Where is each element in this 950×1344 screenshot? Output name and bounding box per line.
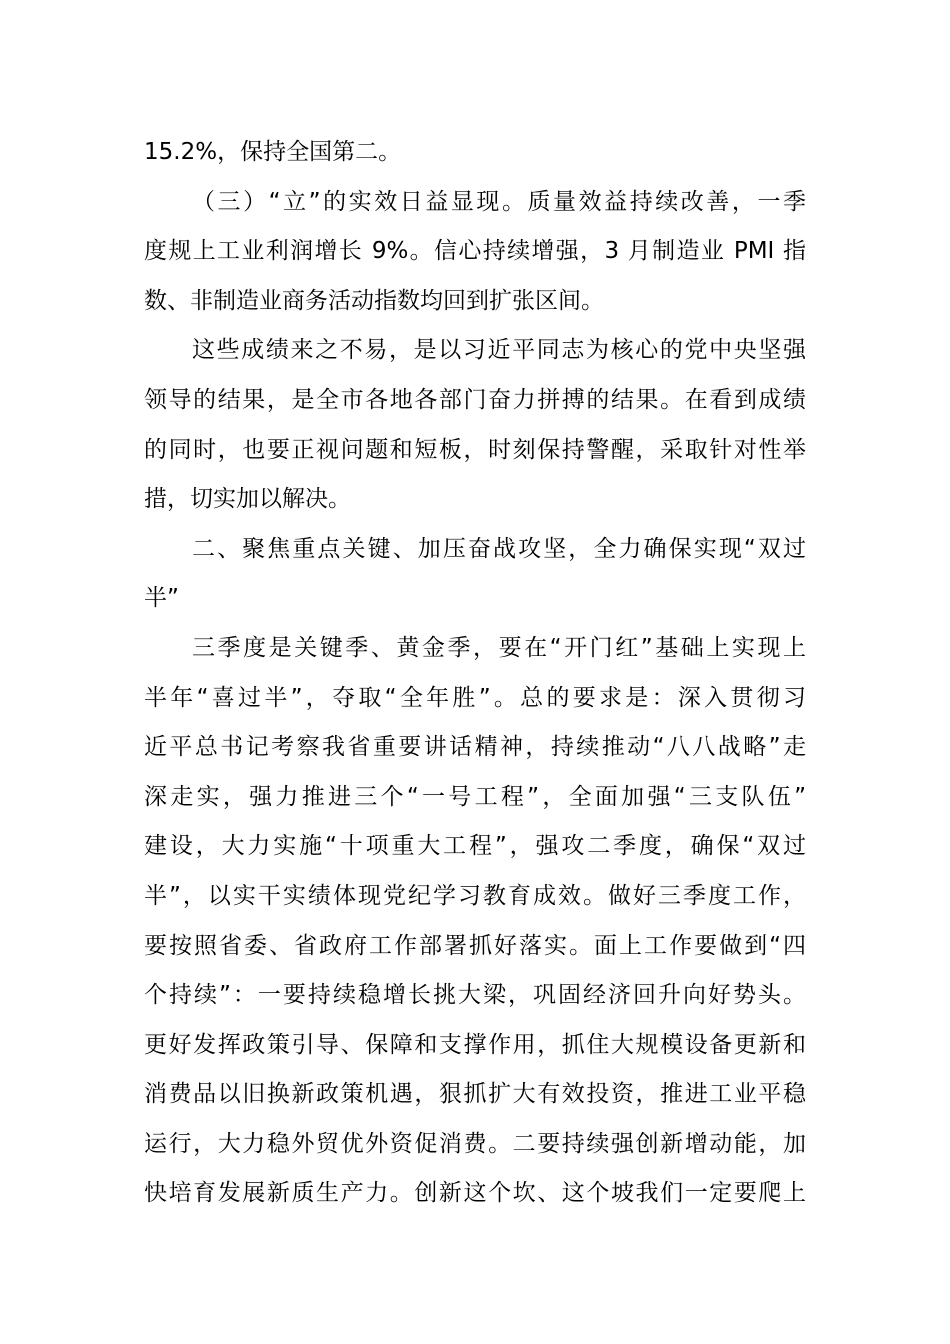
- text-line: 个持续”：一要持续稳增长挑大梁，巩固经济回升向好势头。: [144, 982, 806, 1009]
- text-line: 措，切实加以解决。: [144, 486, 351, 513]
- text-line: 消费品以旧换新政策机遇，狠抓扩大有效投资，推进工业平稳: [144, 1081, 806, 1108]
- paragraph-5: [144, 624, 806, 1219]
- text-line: 要按照省委、省政府工作部署抓好落实。面上工作要做到“四: [144, 932, 806, 959]
- text-line: 这些成绩来之不易，是以习近平同志为核心的党中央坚强: [192, 337, 806, 364]
- text-line: 数、非制造业商务活动指数均回到扩张区间。: [144, 287, 604, 314]
- text-line: 更好发挥政策引导、保障和支撑作用，抓住大规模设备更新和: [144, 1031, 806, 1058]
- text-line: 快培育发展新质生产力。创新这个坎、这个坡我们一定要爬上: [144, 1180, 806, 1207]
- text-line: 半年“喜过半”，夺取“全年胜”。总的要求是：深入贯彻习: [144, 684, 806, 711]
- paragraph-2: [144, 178, 806, 327]
- text-line: 领导的结果，是全市各地各部门奋力拼搏的结果。在看到成绩: [144, 386, 806, 413]
- text-line: 半”，以实干实绩体现党纪学习教育成效。做好三季度工作，: [144, 882, 806, 909]
- text-line: 半”: [144, 585, 179, 612]
- paragraph-3: [144, 326, 806, 524]
- section-heading: [144, 525, 806, 624]
- document-page: [144, 128, 806, 1219]
- text-line: （三）“立”的实效日益显现。质量效益持续改善，一季: [192, 188, 806, 215]
- text-line: 近平总书记考察我省重要讲话精神，持续推动“八八战略”走: [144, 734, 806, 761]
- text-line: 度规上工业利润增长 9%。信心持续增强，3 月制造业 PMI 指: [144, 238, 806, 265]
- text-line: 建设，大力实施“十项重大工程”，强攻二季度，确保“双过: [144, 833, 806, 860]
- paragraph-1: [144, 128, 806, 178]
- text-line: 运行，大力稳外贸优外资促消费。二要持续强创新增动能，加: [144, 1130, 806, 1157]
- text-line: 二、聚焦重点关键、加压奋战攻坚，全力确保实现“双过: [192, 535, 806, 562]
- text-line: 深走实，强力推进三个“一号工程”，全面加强“三支队伍”: [144, 783, 806, 810]
- text-line: 三季度是关键季、黄金季，要在“开门红”基础上实现上: [192, 634, 806, 661]
- text-line: 15.2%，保持全国第二。: [144, 139, 402, 165]
- text-line: 的同时，也要正视问题和短板，时刻保持警醒，采取针对性举: [144, 436, 806, 463]
